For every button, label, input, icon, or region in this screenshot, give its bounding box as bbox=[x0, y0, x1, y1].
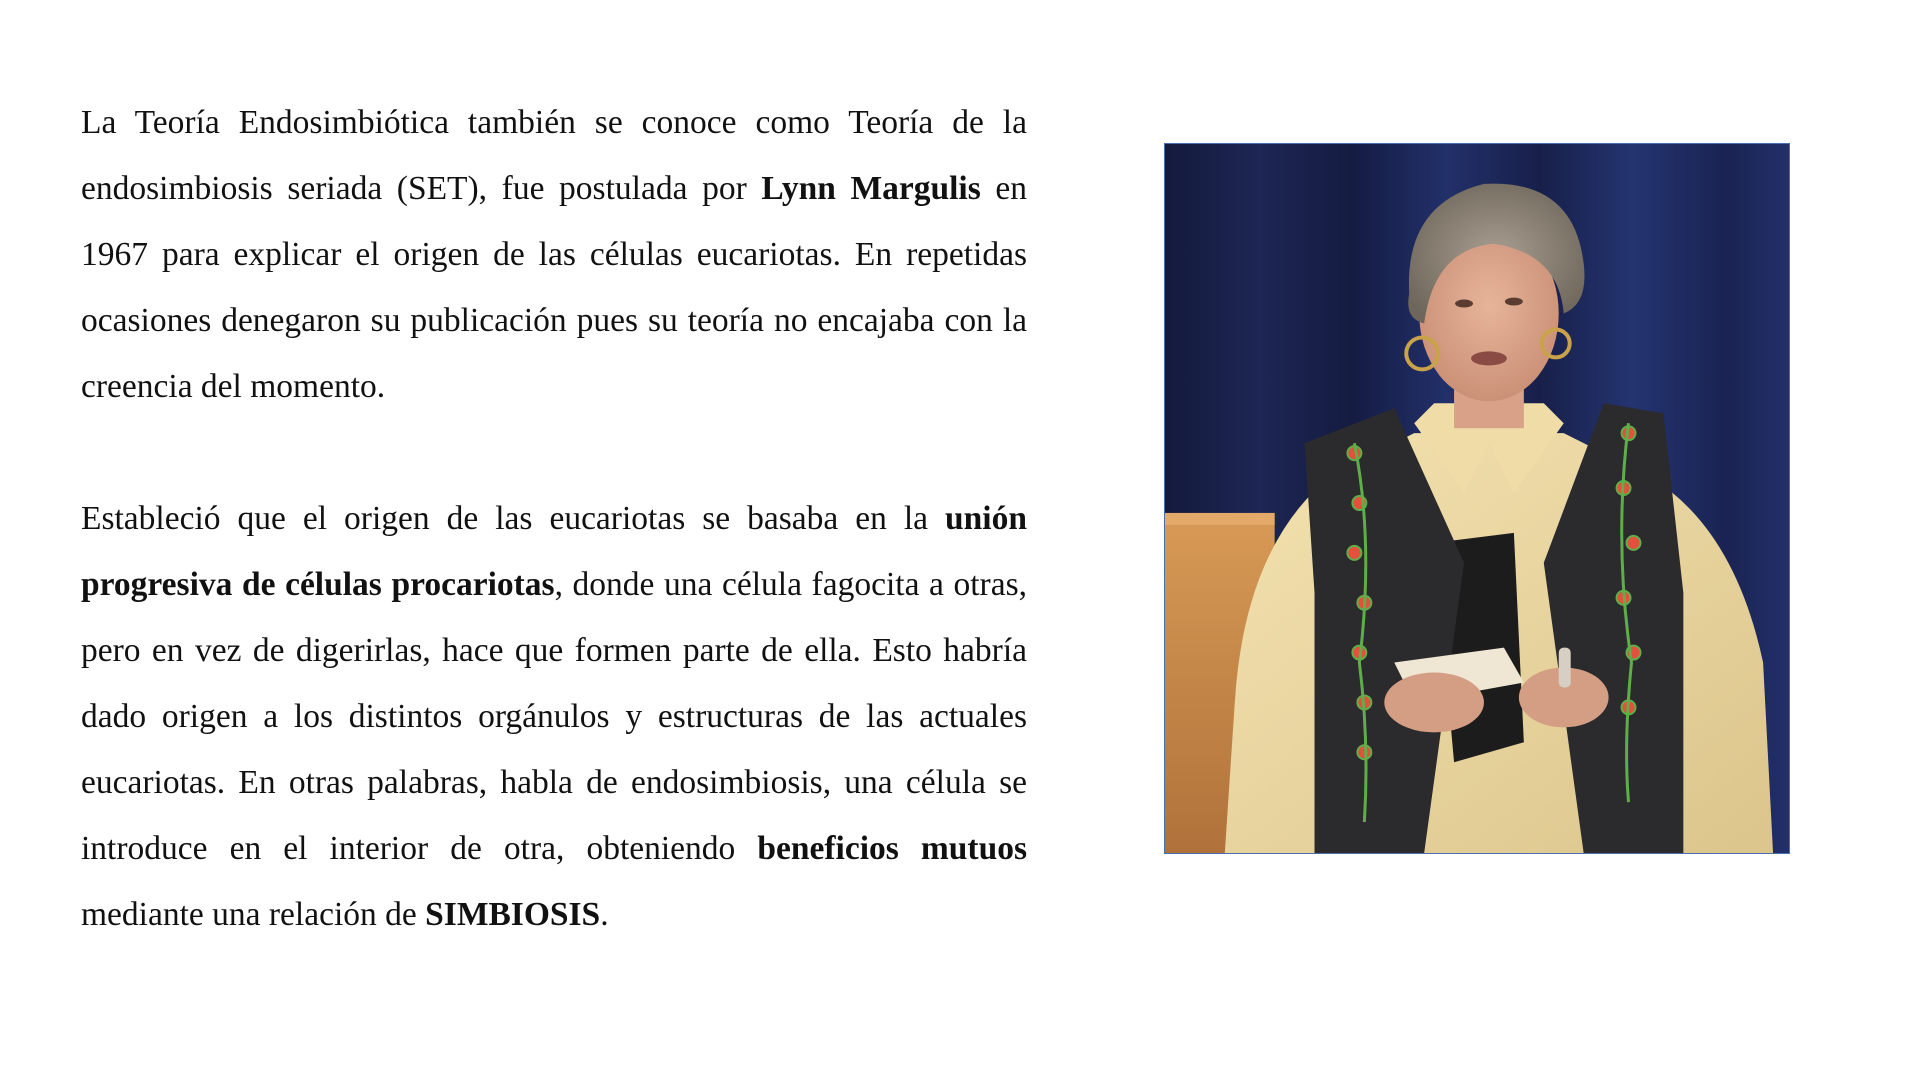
paragraph-1-segment: La Teoría Endosimbiótica también se conoce como Teoría de la endosimbiosis seriada (SET), fue postulada por bbox=[81, 104, 1027, 207]
paragraph-1 bbox=[81, 90, 1027, 420]
highlight-beneficios-mutuos: beneficios mutuos bbox=[757, 830, 1027, 867]
portrait-illustration bbox=[1165, 144, 1789, 853]
text-column bbox=[81, 90, 1027, 948]
highlight-union-progresiva: unión progresiva de células procariotas bbox=[81, 500, 1027, 603]
highlight-simbiosis: SIMBIOSIS bbox=[425, 896, 601, 933]
paragraph-2 bbox=[81, 486, 1027, 948]
portrait-photo bbox=[1164, 143, 1790, 854]
paragraph-2-segment: mediante una relación de bbox=[81, 896, 426, 933]
paragraph-2-segment: Estableció que el origen de las eucariotas se basaba en la bbox=[81, 500, 946, 537]
paragraph-2-segment: , donde una célula fagocita a otras, pero en vez de digerirlas, hace que formen parte de ella. Esto habría dado origen a los distintos orgánulos y estructuras de las actuales eucariotas. En otras palabras, habla de endosimbiosis, una célula se introduce en el interior de otra, obteniendo bbox=[81, 566, 1027, 867]
paragraph-2-segment: . bbox=[600, 896, 609, 933]
paragraph-1-segment: en 1967 para explicar el origen de las células eucariotas. En repetidas ocasiones denegaron su publicación pues su teoría no encajaba con la creencia del momento. bbox=[81, 170, 1028, 405]
highlight-lynn-margulis: Lynn Margulis bbox=[761, 170, 981, 207]
